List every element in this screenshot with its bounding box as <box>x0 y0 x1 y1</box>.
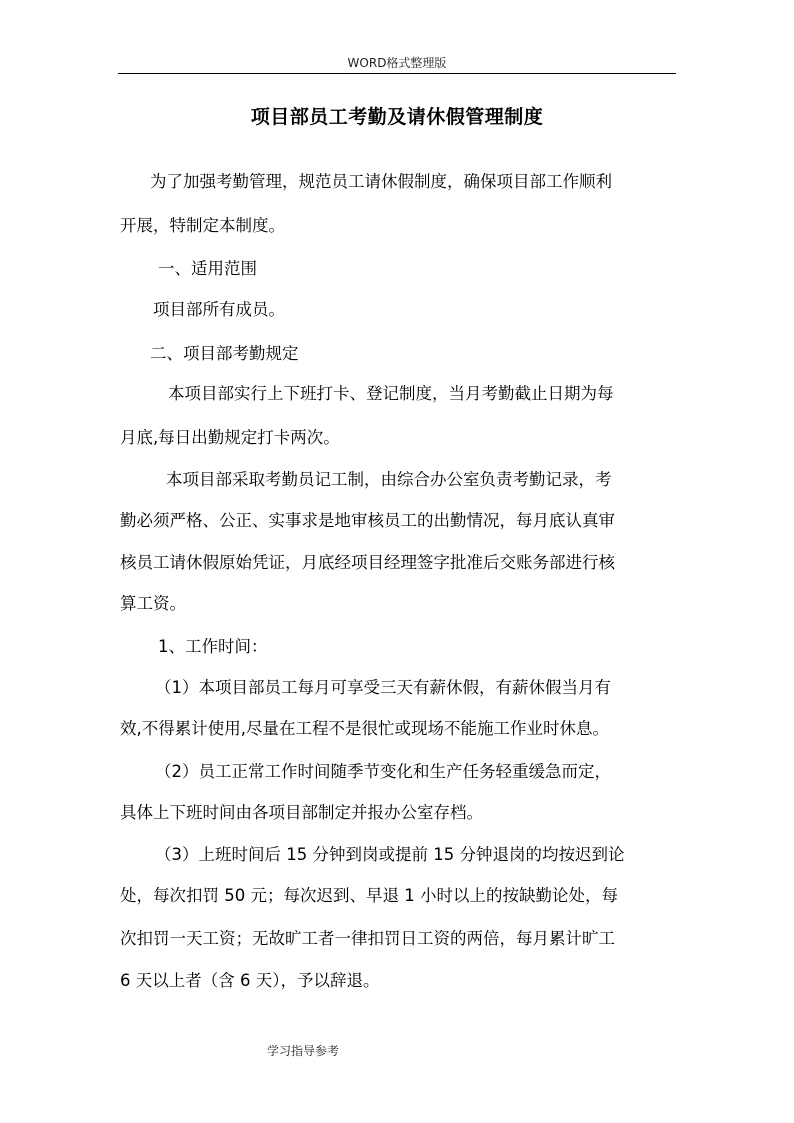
body-line: 本项目部实行上下班打卡、登记制度，当月考勤截止日期为每 <box>168 384 614 403</box>
body-line: 为了加强考勤管理，规范员工请休假制度，确保项目部工作顺利 <box>150 172 612 191</box>
body-line: （3）上班时间后 15 分钟到岗或提前 15 分钟退岗的均按迟到论 <box>155 845 625 864</box>
body-line: 效,不得累计使用,尽量在工程不是很忙或现场不能施工作业时休息。 <box>120 719 609 738</box>
section-heading: 一、适用范围 <box>158 259 257 278</box>
header-divider <box>118 73 676 74</box>
body-line: 处，每次扣罚 50 元；每次迟到、早退 1 小时以上的按缺勤论处，每 <box>120 886 618 905</box>
page-footer: 学习指导参考 <box>267 1044 340 1058</box>
body-line: 次扣罚一天工资；无故旷工者一律扣罚日工资的两倍，每月累计旷工 <box>120 929 615 948</box>
section-heading: 二、项目部考勤规定 <box>150 344 299 363</box>
body-line: 勤必须严格、公正、实事求是地审核员工的出勤情况，每月底认真审 <box>120 511 615 530</box>
page-header: WORD格式整理版 <box>347 56 447 70</box>
body-line: 具体上下班时间由各项目部制定并报办公室存档。 <box>120 803 483 822</box>
body-line: （2）员工正常工作时间随季节变化和生产任务轻重缓急而定， <box>155 762 611 781</box>
subsection-heading: 1、工作时间： <box>158 637 268 656</box>
body-line: 开展，特制定本制度。 <box>120 216 285 235</box>
body-line: 项目部所有成员。 <box>153 300 285 319</box>
body-line: 核员工请休假原始凭证，月底经项目经理签字批准后交账务部进行核 <box>120 553 615 572</box>
body-line: 算工资。 <box>120 594 186 613</box>
body-line: （1）本项目部员工每月可享受三天有薪休假，有薪休假当月有 <box>155 678 611 697</box>
body-line: 本项目部采取考勤员记工制，由综合办公室负责考勤记录，考 <box>166 470 612 489</box>
document-title: 项目部员工考勤及请休假管理制度 <box>250 106 544 128</box>
body-line: 月底,每日出勤规定打卡两次。 <box>120 428 340 447</box>
body-line: 6 天以上者（含 6 天），予以辞退。 <box>120 971 380 990</box>
